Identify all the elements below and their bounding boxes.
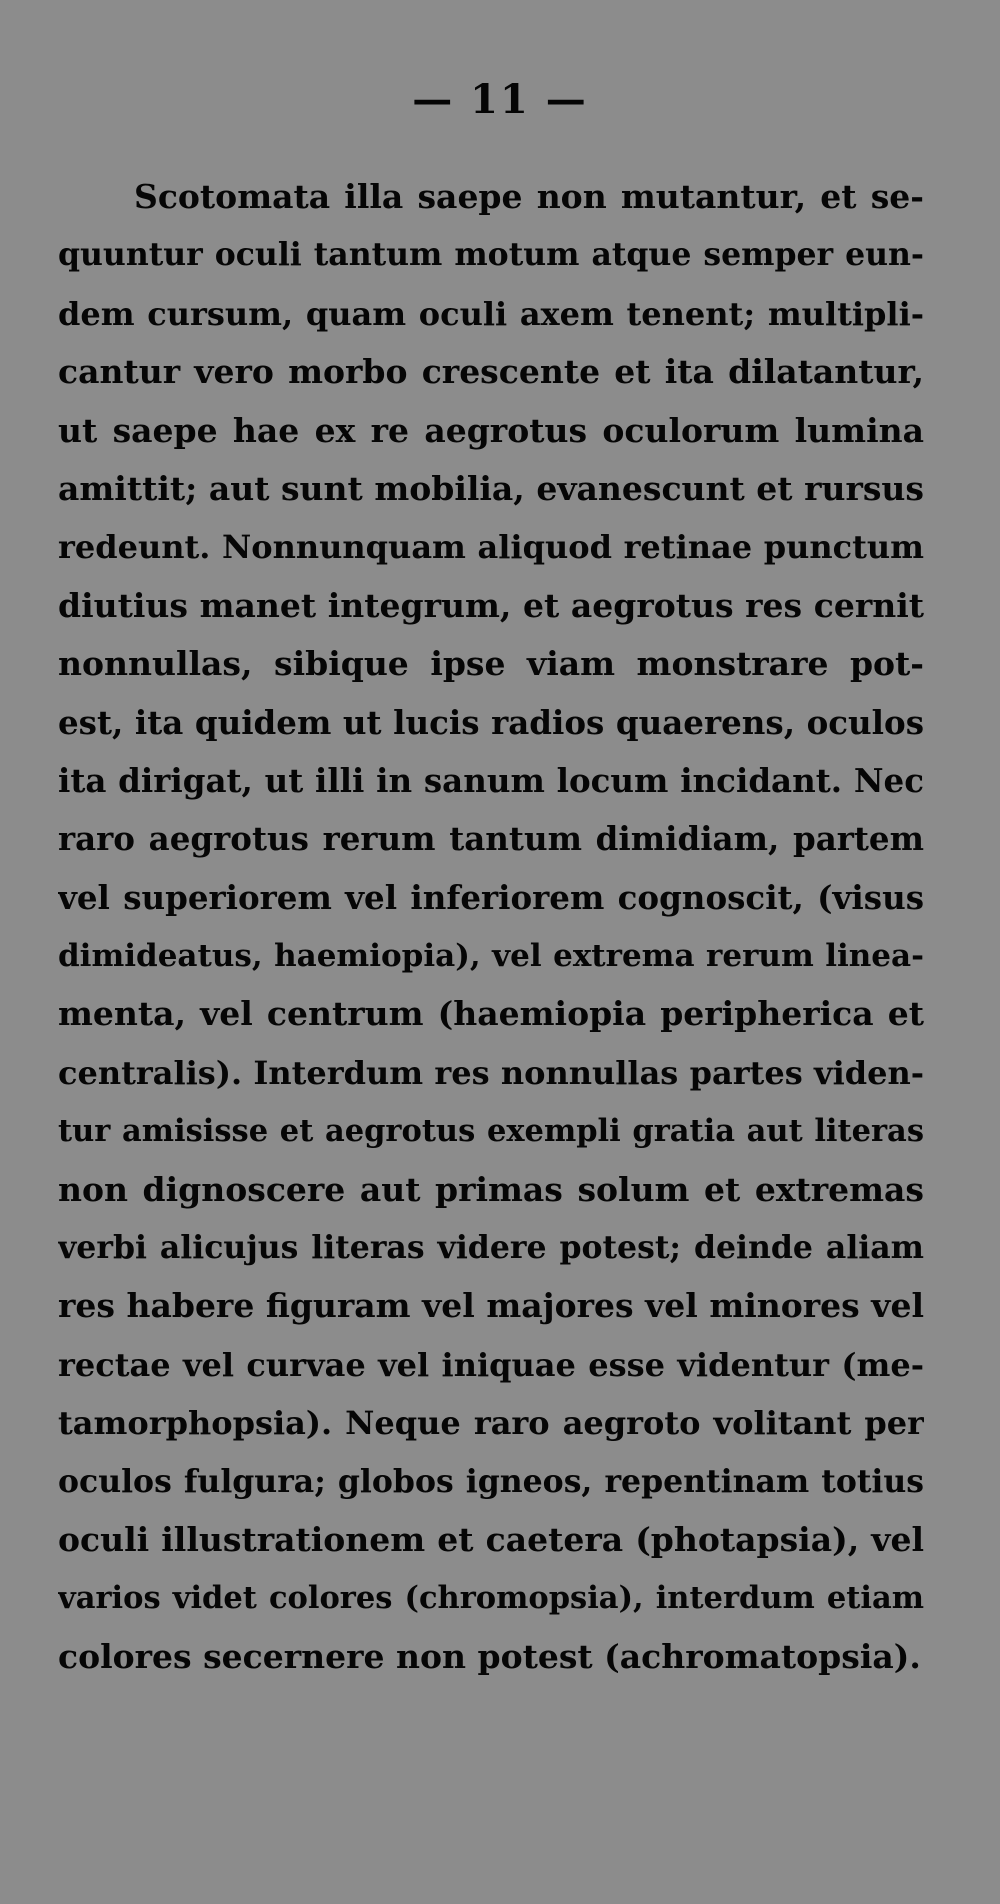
page-number: — 11 — [412,76,588,123]
text-line: diutius manet integrum, et aegrotus res cernit [58,585,924,625]
text-line: oculi illustrationem et caetera (photapsia), vel [58,1519,924,1559]
text-line: verbi alicujus literas videre potest; deinde aliam [58,1229,924,1267]
text-line: oculos fulgura; globos igneos, repentinam totius [58,1462,924,1500]
text-line: ut saepe hae ex re aegrotus oculorum lumina [58,410,924,450]
text-line: tamorphopsia). Neque raro aegroto volitant per [58,1404,924,1443]
text-line: res habere figuram vel majores vel minores vel [58,1286,924,1326]
text-line: colores secernere non potest (achromatopsia). [58,1636,921,1676]
text-line: rectae vel curvae vel iniquae esse videntur (me- [58,1345,924,1384]
text-line: dem cursum, quam oculi axem tenent; multipli- [58,294,924,333]
body-text [58,168,924,1686]
text-line: varios videt colores (chromopsia), interdum etiam [58,1580,924,1617]
text-line: amittit; aut sunt mobilia, evanescunt et rursus [58,468,924,508]
text-line: tur amisisse et aegrotus exempli gratia aut literas [58,1113,924,1150]
text-line: non dignoscere aut primas solum et extremas [58,1169,924,1209]
text-line: menta, vel centrum (haemiopia peripherica et [58,994,924,1034]
text-line: est, ita quidem ut lucis radios quaerens, oculos [58,702,924,742]
text-line: cantur vero morbo crescente et ita dilatantur, [58,352,924,392]
text-line: vel superiorem vel inferiorem cognoscit, (visus [58,877,924,917]
text-line: redeunt. Nonnunquam aliquod retinae punctum [58,528,924,567]
text-line: raro aegrotus rerum tantum dimidiam, partem [58,819,924,859]
text-line: quuntur oculi tantum motum atque semper eun- [58,236,924,274]
text-line: centralis). Interdum res nonnullas partes viden- [58,1053,924,1092]
text-line: nonnullas, sibique ipse viam monstrare pot- [58,644,924,684]
text-line: dimideatus, haemiopia), vel extrema rerum linea- [58,938,924,975]
text-line: ita dirigat, ut illi in sanum locum incidant. Nec [58,760,924,800]
text-line: Scotomata illa saepe non mutantur, et se- [134,177,924,216]
